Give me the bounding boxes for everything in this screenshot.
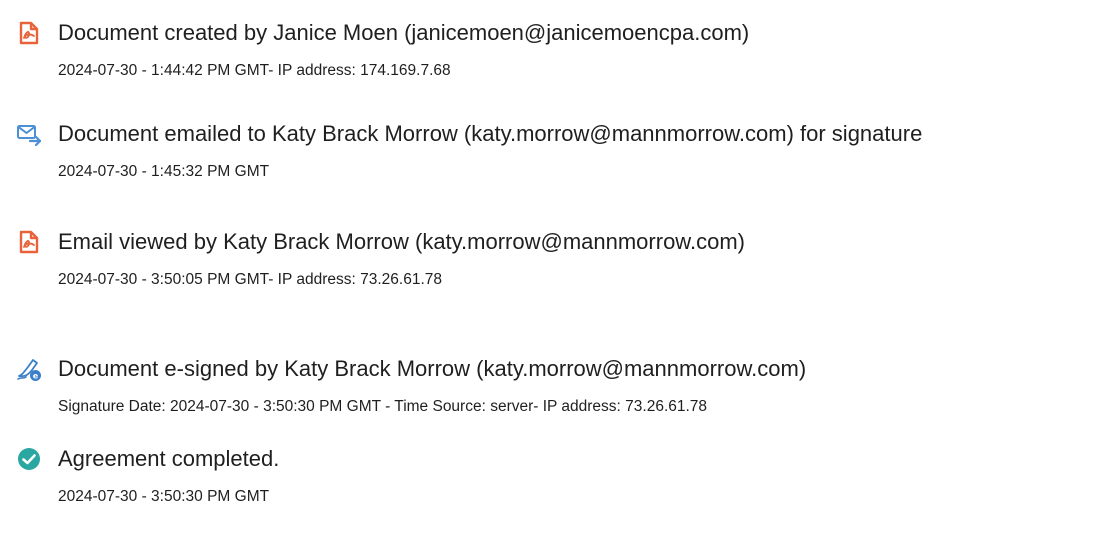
event-document-emailed xyxy=(0,121,1108,201)
check-circle-icon xyxy=(16,446,42,472)
svg-text:e: e xyxy=(32,371,39,381)
event-agreement-completed xyxy=(0,446,1108,526)
event-document-created xyxy=(0,20,1108,100)
event-timestamp: 2024-07-30 - 1:45:32 PM GMT xyxy=(58,163,270,180)
email-icon xyxy=(16,121,42,147)
event-timestamp: Signature Date: 2024-07-30 - 3:50:30 PM GMT - Time Source: server- IP address: 73.26.61.78 xyxy=(58,398,708,415)
event-title: Email viewed by Katy Brack Morrow (katy.morrow@mannmorrow.com) xyxy=(58,229,745,254)
document-icon xyxy=(16,229,42,255)
event-timestamp: 2024-07-30 - 3:50:30 PM GMT xyxy=(58,488,270,505)
event-timestamp: 2024-07-30 - 3:50:05 PM GMT- IP address: 73.26.61.78 xyxy=(58,271,442,288)
e-sign-pen-icon xyxy=(16,356,42,382)
event-email-viewed xyxy=(0,229,1108,309)
document-icon xyxy=(16,20,42,46)
event-title: Document e-signed by Katy Brack Morrow (katy.morrow@mannmorrow.com) xyxy=(58,356,807,381)
event-title: Document emailed to Katy Brack Morrow (katy.morrow@mannmorrow.com) for signature xyxy=(58,121,923,146)
event-timestamp: 2024-07-30 - 1:44:42 PM GMT- IP address: 174.169.7.68 xyxy=(58,62,451,79)
event-document-esigned xyxy=(0,356,1108,436)
event-title: Agreement completed. xyxy=(58,446,280,471)
event-title: Document created by Janice Moen (janicemoen@janicemoencpa.com) xyxy=(58,20,750,45)
